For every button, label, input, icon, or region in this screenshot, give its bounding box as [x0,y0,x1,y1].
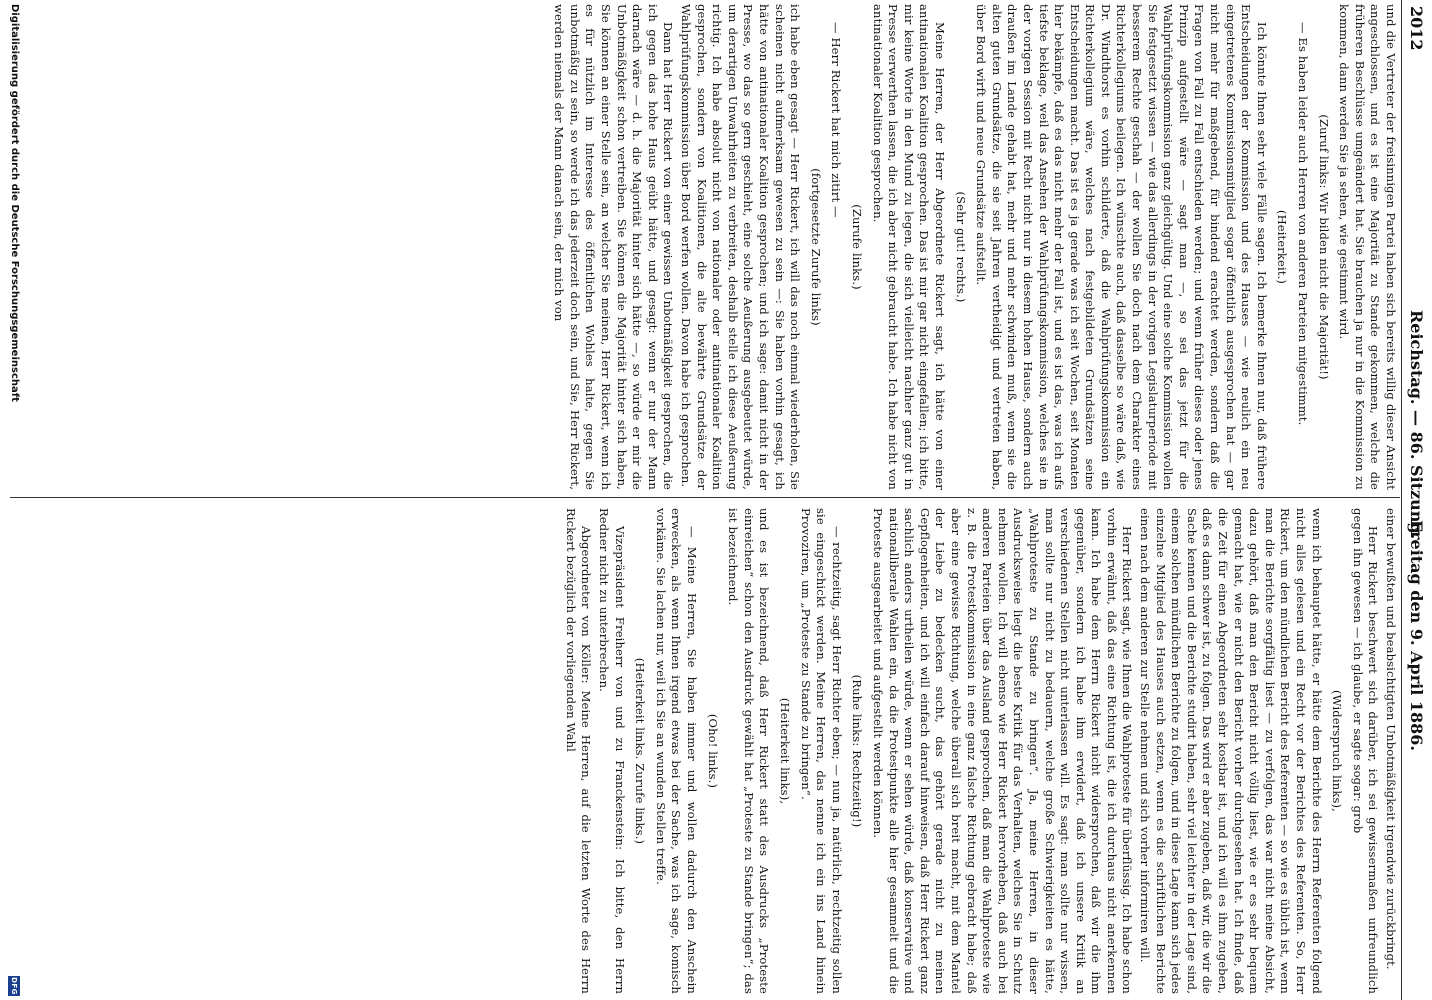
interjection: (fortgesetzte Zurufe links) [808,168,823,326]
interjection: (Ruhe links: Rechtzeitig!) [850,674,865,828]
paragraph: — Herr Rickert hat mich zitirt — [829,22,844,218]
interjection: (Heiterkeit.) [1275,209,1290,285]
paragraph: Herr Rickert beschwert sich darüber, ich sei gewissermaßen unfreundlich gegen ihn gewesen — ich glaube, er sagte sogar: grob [1350,508,1381,994]
speaker-paragraph: Abgeordneter von Köller: Meine Herren, auf die letzten Worte des Herrn Rickert bezüglich der vorliegenden Wahl [563,508,594,994]
paragraph: und es ist bezeichnend, daß Herr Rickert statt des Ausdrucks „Proteste einreichen“ schon den Ausdruck gewählt hat „Proteste zu Stande bringen“; das ist bezeichnend. [726,508,772,994]
funding-credit: Digitalisierung gefördert durch die Deutsche Forschungsgemeinschaft [9,4,20,402]
column-divider [10,497,1400,498]
dfg-logo: DFG [10,977,18,995]
paragraph: Meine Herren, der Herr Abgeordnete Rickert sagt, ich hätte von einer antinationalen Koalition gesprochen. Das ist mir gar nicht eingefallen; ich bitte, mir keine Worte in den Mund zu legen, die sich vielleicht nachher ganz gut in Presse verwerthen lassen, die ich aber nicht gebraucht habe. Ich habe nicht von antinationaler Koalition gesprochen. [870,4,947,490]
digitization-footer [2,0,22,1000]
right-column [18,508,1398,994]
page-header [1400,0,1426,1000]
paragraph: Dann hat Herr Rickert von einer gewissen Unbotmäßigkeit gesprochen, die ich gegen das hohe Haus geübt hätte, und gesagt: wenn er nur der Mann darnach wäre — d. h. die Majorität hinter sich hätte —, so würde er mir die Unbotmäßigkeit schon vertreiben. Sie können die Majorität hinter sich haben, Sie können an einer Stelle sein, an welcher Sie meinen, Herr Rickert, wenn ich es für nützlich im Interesse des öffentlichen Wohles halte, gegen Sie unbotmäßig zu sein, so werde ich das jederzeit doch sein, und Sie, Herr Rickert, werden niemals der Mann danach sein, der mich von [552,4,676,490]
interjection: (Sehr gut! rechts.) [953,191,968,303]
interjection: (Heiterkeit links), [778,697,793,805]
paragraph: — Meine Herren, Sie haben immer und wollen dadurch den Anschein erwecken, als wenn Ihnen irgend etwas bei der Sache, was ich sage, komisch vorkäme. Sie lachen nur, weil ich Sie an wunden Stellen treffe. [653,508,700,994]
page-number: 2012 [1407,6,1426,51]
interjection: (Zuruf links: Wir bilden nicht die Majorität!) [1316,114,1331,380]
paragraph: einer bewußten und beabsichtigten Unbotmäßigkeit irgendwie zurückbringt. [1384,508,1398,970]
paragraph: wenn ich behauptet hätte, er hätte dem Berichte des Herrn Referenten folgend nicht alles gelesen und ein Recht vor der Berichtes des Referenten. So, Herr Rickert, um den mündlichen Bericht des Referenten — so wie es üblich ist, wenn man die Berichte sorgfältig liest — zu verfolgen, das war nicht meine Absicht, dazu gehört, daß man den Bericht nicht völlig liest, wie er es sehr bequem gemacht hat, wie er nicht den Bericht vorher durchgesehen hat. Ich finde, daß die Zeit für einen Abgeordneten sehr kostbar ist, und ich will es ihm zugeben, daß es dann schwer ist, zu folgen. Das wird er aber zugeben, daß wir, die wir die Sache kennen und die Berichte studirt haben, sehr viel leichter in der Lage sind, einem solchen mündlichen Berichte zu folgen, und in diese Lage kann sich jedes einzelne Mitglied des Hauses auch setzen, wenn es die schriftlichen Berichte einen nach dem anderen zur Stelle nehmen und sich vorher informiren will. [1138,508,1324,994]
paragraph: ich habe eben gesagt — Herr Rickert, ich will das noch einmal wiederholen, Sie scheinen nicht aufmerksam gewesen zu sein —: Sie haben vorhin gesagt, ich hätte von antinationaler Koalition gesprochen; und ich sage: damit nicht in der Presse, wo das so gern geschieht, eine solche Aeußerung ausgebeutet würde, um derartigen Unwahrheiten zu verbreiten, deshalb stelle ich diese Aeußerung richtig. Ich habe absolut nicht von nationaler oder antinationaler Koalition gesprochen, sondern von Koalitionen, die alte bewährte Grundsätze der Wahlprüfungskommission über Bord werfen wollen. Davon habe ich gesprochen. [679,4,803,490]
session-title: Reichstag. — 86. Sitzung. [1407,310,1426,540]
paragraph: — rechtzeitig, sagt Herr Richter eben; — nun ja, natürlich, rechtzeitig sollen sie eingeschickt werden. Meine Herren, das nenne ich ein ins Land hinein Provoziren, um „Proteste zu Stande zu bringen“. [798,508,844,994]
interjection: (Oho! links.) [705,713,720,789]
interjection: (Zurufe links.) [850,204,864,290]
session-date: Freitag den 9. April 1886. [1407,520,1426,751]
interjection: (Heiterkeit links. Zurufe links.) [633,657,648,845]
paragraph: — Es haben leider auch Herren von anderen Parteien mitgestimmt. [1296,22,1311,426]
interjection: (Widerspruch links), [1330,690,1345,812]
paragraph: und die Vertreter der freisinnigen Partei haben sich bereits willig dieser Ansicht angeschlossen, und es ist eine Majorität zu Stande gekommen, welche die früheren Beschlüsse umgeändert hat. Sie brauchen ja nur in die Kommission zu kommen, dann werden Sie ja sehen, wie gestimmt wird. [1337,4,1398,490]
speaker-paragraph: Vizepräsident Freiherr von und zu Franckenstein: Ich bitte, den Herrn Redner nicht zu unterbrechen. [597,508,627,994]
header-rule [1401,0,1402,1000]
paragraph: Ich könnte Ihnen sehr viele Fälle sagen. Ich bemerke Ihnen nur, daß frühere Entscheidungen der Kommission und des Hauses — wie neulich ein neu eingetretenes Kommissionsmitglied sogar öffentlich ausgesprochen hat — gar nicht mehr für maßgebend, für bindend erachtet werden, sondern daß die Fragen von Fall zu Fall entschieden werden; und wenn früher dieses oder jenes Prinzip aufgestellt wäre — sagt man —, so sei das jetzt für die Wahlprüfungskommission ganz gleichgültig. Und eine solche Kommission wollen Sie festgesetzt wissen — wie das allerdings in der vorigen Legislaturperiode mit besserem Rechte geschah — der wollen Sie doch nach dem Charakter eines Richterkollegiums beilegen. Ich wünschte auch, daß dasselbe so wäre daß, wie Dr. Windthorst es vorhin schilderte, daß die Wahlprüfungskommission ein Richterkollegium wäre, welches nach festgebildeten Grundsätzen seine Entscheidungen macht. Das ist es ja gerade was ich seit Wochen, seit Monaten hier bekämpfe, daß es das nicht mehr der Fall ist, und es ist das, was ich aufs tiefste beklage, weil das Ansehen der Wahlprüfungskommission, welches sie in der vorigen Session mit Recht nicht nur in diesem hohen Hause, sondern auch draußen im Lande gehabt hat, mehr und mehr schwinden muß, wenn sie die alten guten Grundsätze, die sie seit Jahren vertheidigt und vertreten haben, über Bord wirft und neue Grundsätze aufstellt. [974,4,1269,490]
left-column [18,4,1398,490]
paragraph: Herr Rickert sagt, wie Ihnen die Wahlproteste für überflüssig. Ich habe schon vorhin erwähnt, daß das eine Richtung ist, die ich durchaus nicht anerkennen kann. Ich habe dem Herrn Rickert nicht widersprochen, daß wir die ihm gegenüber, sondern ich habe ihm erwidert, daß ich unsere Kritik an verschiedenen Stellen nicht unterlassen will. Es sagt: man sollte nur wissen, man sollte nur nicht zu bedauern, welche große Schwierigkeiten es hätte, „Wahlproteste zu Stande zu bringen“. Ja, meine Herren, in dieser Ausdrucksweise liegt die beste Kritik für das Verhalten, welches Sie in Schutz nehmen wollen. Ich will ebenso wie Herr Rickert hervorheben, daß auch bei anderen Parteien über das Ausland gesprochen, daß man die Wahlproteste wie z. B. die Protestkommission in eine ganz falsche Richtung gebracht habe; daß aber eine gewisse Richtung, welche überall sich breit macht, mit dem Mantel der Liebe zu bedecken sucht, das gehört gerade nicht zu meinen Gepflogenheiten, und ich will einfach darauf hinweisen, daß Herr Rickert ganz sachlich anders urtheilen würde, wenn er sehen würde, daß konservative und nationalliberale Wahlen ein, da die Protestpunkte alle hier gesammelt und die Proteste ausgearbeitet und aufgestellt werden können. [871,508,1135,994]
